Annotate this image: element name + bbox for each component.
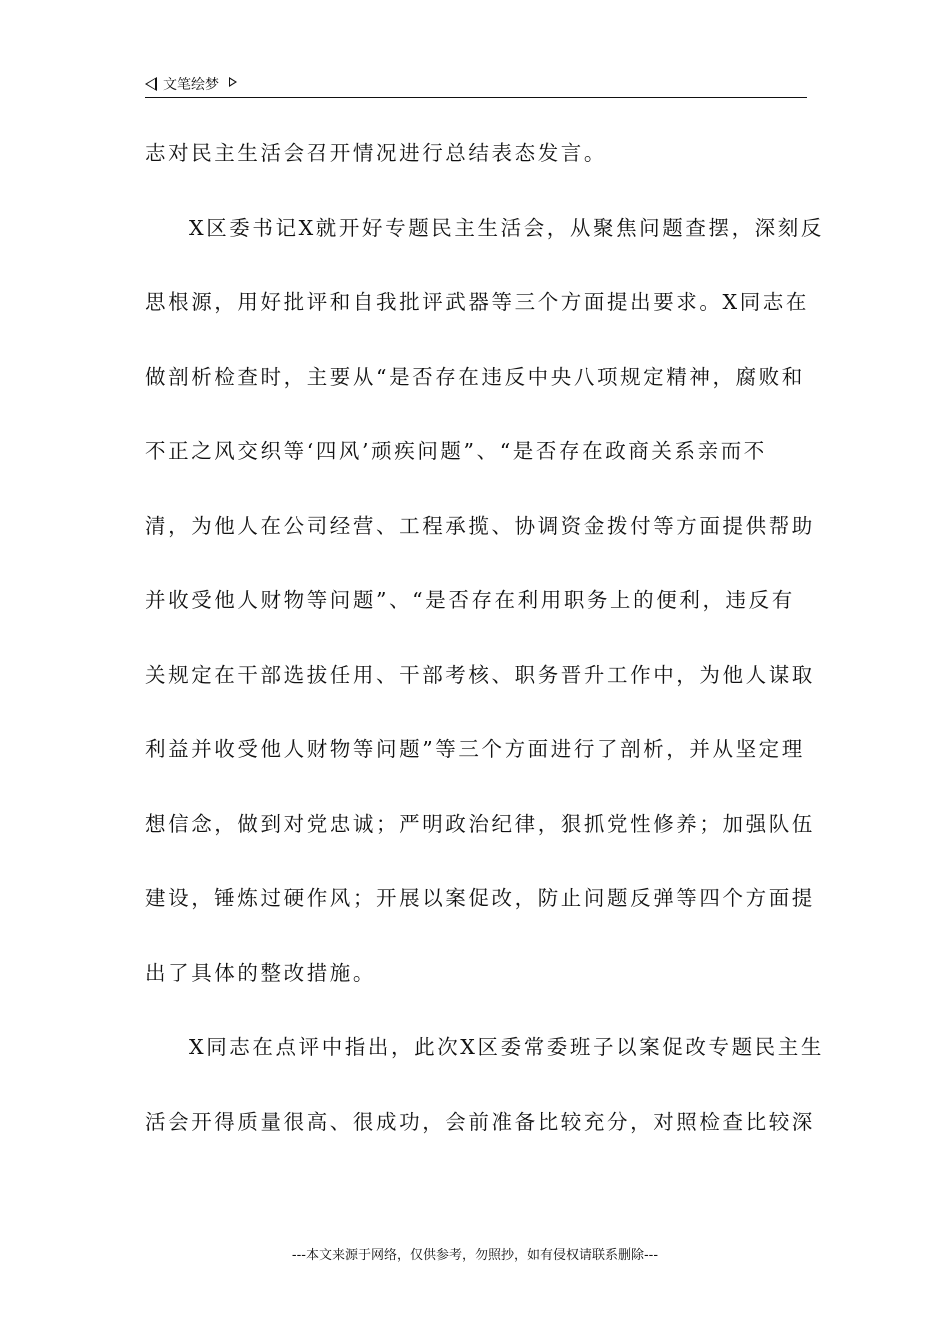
body-line: 不正之风交织等‘四风’顽疾问题”、“是否存在政商关系亲而不 xyxy=(145,439,767,463)
header-brand: 文笔绘梦 xyxy=(163,77,219,93)
body-line: 活会开得质量很高、很成功，会前准备比较充分，对照检查比较深 xyxy=(145,1109,815,1134)
document-body xyxy=(145,129,824,1172)
document-header xyxy=(145,74,807,98)
footer-disclaimer: ---本文来源于网络，仅供参考，勿照抄，如有侵权请联系删除--- xyxy=(291,1248,659,1263)
body-line: X区委书记X就开好专题民主生活会，从聚焦问题查摆，深刻反 xyxy=(189,215,824,240)
body-line: 做剖析检查时，主要从“是否存在违反中央八项规定精神，腐败和 xyxy=(145,364,805,389)
body-line: X同志在点评中指出，此次X区委常委班子以案促改专题民主生 xyxy=(189,1035,824,1059)
body-line: 志对民主生活会召开情况进行总结表态发言。 xyxy=(145,141,607,165)
body-line: 并收受他人财物等问题”、“是否存在利用职务上的便利，违反有 xyxy=(145,588,795,612)
triangle-left-icon xyxy=(145,77,157,91)
triangle-right-icon xyxy=(229,77,237,87)
body-line: 利益并收受他人财物等问题”等三个方面进行了剖析，并从坚定理 xyxy=(145,737,805,761)
header-divider xyxy=(145,97,807,98)
body-line: 建设，锤炼过硬作风；开展以案促改，防止问题反弹等四个方面提 xyxy=(145,886,815,910)
body-line: 清，为他人在公司经营、工程承揽、协调资金拨付等方面提供帮助 xyxy=(145,513,815,538)
body-line: 思根源，用好批评和自我批评武器等三个方面提出要求。X同志在 xyxy=(145,290,809,314)
body-line: 关规定在干部选拔任用、干部考核、职务晋升工作中，为他人谋取 xyxy=(145,662,815,687)
body-line: 想信念，做到对党忠诚；严明政治纪律，狠抓党性修养；加强队伍 xyxy=(145,811,815,836)
body-line: 出了具体的整改措施。 xyxy=(145,960,376,985)
